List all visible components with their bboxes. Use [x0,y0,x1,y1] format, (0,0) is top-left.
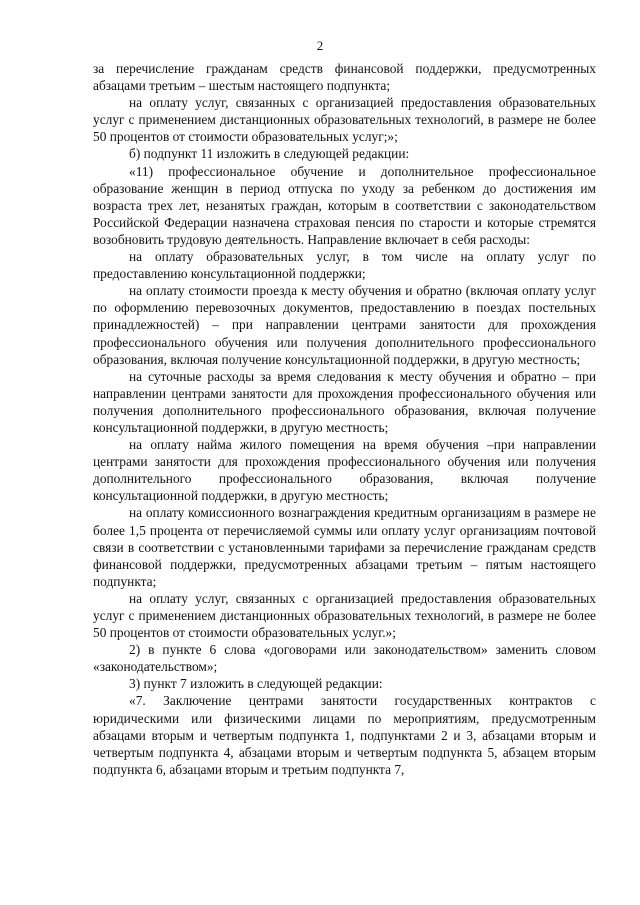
paragraph-item-3: 3) пункт 7 изложить в следующей редакции: [129,676,383,692]
page-number: 2 [316,38,324,53]
paragraph-item-b: б) подпункт 11 изложить в следующей редакции: [129,146,410,162]
paragraph-point-7: «7. Заключение центрами занятости государственных контрактов с юридическими или физическими лицами по мероприятиям, предусмотренным абзацами вторым и четвертым подпункта 1, подпунктами 2 и 3, абзацами вторым и четвертым подпункта 4, абзацами вторым и четвертым подпункта 5, абзацем вторым подпункта 6, абзацами вторым и третьим подпункта 7, [93,693,596,777]
paragraph: на суточные расходы за время следования к месту обучения и обратно – при направлении центрами занятости для прохождения профессионального обучения или получения дополнительного профессионального образования, включая получение консультационной поддержки, в другую местность; [93,368,596,435]
paragraph: на оплату найма жилого помещения на время обучения –при направлении центрами занятости для прохождения профессионального обучения или получения дополнительного профессионального образования, включая получение консультационной поддержки, в другую местность; [93,437,596,504]
paragraph: на оплату стоимости проезда к месту обучения и обратно (включая оплату услуг по оформлению перевозочных документов, предоставлению в поездах постельных принадлежностей) – при направлении центрами занятости для прохождения профессионального обучения или получения дополнительного профессионального образования, включая получение консультационной поддержки, в другую местность; [93,283,596,367]
paragraph-subitem-11: «11) профессиональное обучение и дополнительное профессиональное образование женщин в период отпуска по уходу за ребенком до достижения им возраста трех лет, незанятых граждан, которым в соответствии с законодательством Российской Федерации назначена страховая пенсия по старости и которые стремятся возобновить трудовую деятельность. Направление включает в себя расходы: [93,163,596,247]
paragraph-continuation: за перечисление гражданам средств финансовой поддержки, предусмотренных абзацами третьим – шестым настоящего подпункта; [93,61,596,94]
paragraph: на оплату образовательных услуг, в том числе на оплату услуг по предоставлению консультационной поддержки; [93,249,596,282]
paragraph: на оплату услуг, связанных с организацией предоставления образовательных услуг с применением дистанционных образовательных технологий, в размере не более 50 процентов от стоимости образовательных услуг.»; [93,590,596,641]
paragraph: на оплату комиссионного вознаграждения кредитным организациям в размере не более 1,5 процента от перечисляемой суммы или оплату услуг организациям почтовой связи в соответствии с установленными тарифами за перечисление гражданам средств финансовой поддержки, предусмотренных абзацами третьим – пятым настоящего подпункта; [93,505,596,589]
paragraph-item-2: 2) в пункте 6 слова «договорами или законодательством» заменить словом «законодательством»; [93,642,596,675]
document-body [93,60,596,778]
paragraph: на оплату услуг, связанных с организацией предоставления образовательных услуг с применением дистанционных образовательных технологий, в размере не более 50 процентов от стоимости образовательных услуг;»; [93,95,596,145]
